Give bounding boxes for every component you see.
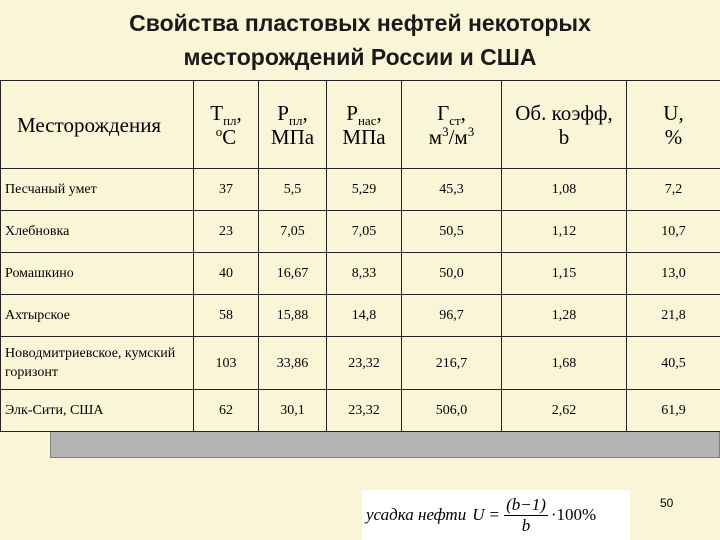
cell-reservoir-pressure: 16,67 xyxy=(259,253,327,295)
page-number: 50 xyxy=(660,496,674,510)
header-temperature: $Т_{пл}$, $^о$С xyxy=(194,81,259,169)
cell-gas-factor: 50,5 xyxy=(402,211,502,253)
header-volume-factor: Об. коэфф, b xyxy=(502,81,627,169)
table-row xyxy=(1,390,720,432)
formula-numerator: (b−1) xyxy=(506,494,546,514)
cell-reservoir-pressure: 15,88 xyxy=(259,295,327,337)
header-gas-factor: $Г_{ст}$, $м^3/м^3$ xyxy=(402,81,502,169)
shrinkage-formula xyxy=(362,490,630,540)
cell-temperature: 62 xyxy=(194,390,259,432)
cell-saturation-pressure: 23,32 xyxy=(327,390,402,432)
cell-gas-factor: 506,0 xyxy=(402,390,502,432)
cell-saturation-pressure: 23,32 xyxy=(327,337,402,390)
table-row xyxy=(1,337,720,390)
cell-saturation-pressure: 14,8 xyxy=(327,295,402,337)
cell-field-name: Элк-Сити, США xyxy=(1,390,194,432)
formula-multiplier: ·100% xyxy=(550,505,597,524)
cell-shrinkage: 7,2 xyxy=(627,169,720,211)
cell-shrinkage: 40,5 xyxy=(627,337,720,390)
cell-reservoir-pressure: 5,5 xyxy=(259,169,327,211)
header-saturation-pressure: $Р_{нас}$, МПа xyxy=(327,81,402,169)
table-header-row xyxy=(1,81,720,169)
cell-volume-factor: 1,15 xyxy=(502,253,627,295)
formula-label: усадка нефти xyxy=(366,505,467,524)
cell-temperature: 40 xyxy=(194,253,259,295)
cell-temperature: 37 xyxy=(194,169,259,211)
cell-gas-factor: 45,3 xyxy=(402,169,502,211)
cell-shrinkage: 21,8 xyxy=(627,295,720,337)
cell-temperature: 58 xyxy=(194,295,259,337)
formula-variable: U xyxy=(472,505,485,524)
cell-saturation-pressure: 5,29 xyxy=(327,169,402,211)
cell-saturation-pressure: 7,05 xyxy=(327,211,402,253)
cell-shrinkage: 10,7 xyxy=(627,211,720,253)
cell-reservoir-pressure: 33,86 xyxy=(259,337,327,390)
header-field: Месторождения xyxy=(1,81,194,169)
cell-saturation-pressure: 8,33 xyxy=(327,253,402,295)
cell-gas-factor: 96,7 xyxy=(402,295,502,337)
cell-gas-factor: 50,0 xyxy=(402,253,502,295)
cell-volume-factor: 2,62 xyxy=(502,390,627,432)
cell-reservoir-pressure: 30,1 xyxy=(259,390,327,432)
cell-volume-factor: 1,28 xyxy=(502,295,627,337)
header-reservoir-pressure: $Р_{пл}$, МПа xyxy=(259,81,327,169)
cell-volume-factor: 1,08 xyxy=(502,169,627,211)
cell-temperature: 103 xyxy=(194,337,259,390)
oil-properties-table xyxy=(0,80,720,432)
cell-gas-factor: 216,7 xyxy=(402,337,502,390)
cell-field-name: Новодмитриевское, кумский горизонт xyxy=(1,337,194,390)
cell-reservoir-pressure: 7,05 xyxy=(259,211,327,253)
cell-temperature: 23 xyxy=(194,211,259,253)
cell-volume-factor: 1,68 xyxy=(502,337,627,390)
formula-fraction xyxy=(504,495,548,536)
cell-field-name: Ромашкино xyxy=(1,253,194,295)
title-line-1: Свойства пластовых нефтей некоторых xyxy=(129,10,591,36)
cell-shrinkage: 61,9 xyxy=(627,390,720,432)
formula-equals: = xyxy=(489,505,500,524)
cell-shrinkage: 13,0 xyxy=(627,253,720,295)
table-row xyxy=(1,211,720,253)
formula-denominator: b xyxy=(521,515,531,535)
table-row xyxy=(1,253,720,295)
table-row xyxy=(1,295,720,337)
table-row xyxy=(1,169,720,211)
cell-field-name: Песчаный умет xyxy=(1,169,194,211)
slide-title xyxy=(0,6,720,74)
title-line-2: месторождений России и США xyxy=(183,44,537,70)
table-shadow-bar xyxy=(50,430,720,458)
cell-volume-factor: 1,12 xyxy=(502,211,627,253)
cell-field-name: Ахтырское xyxy=(1,295,194,337)
header-shrinkage: U, % xyxy=(627,81,720,169)
cell-field-name: Хлебновка xyxy=(1,211,194,253)
